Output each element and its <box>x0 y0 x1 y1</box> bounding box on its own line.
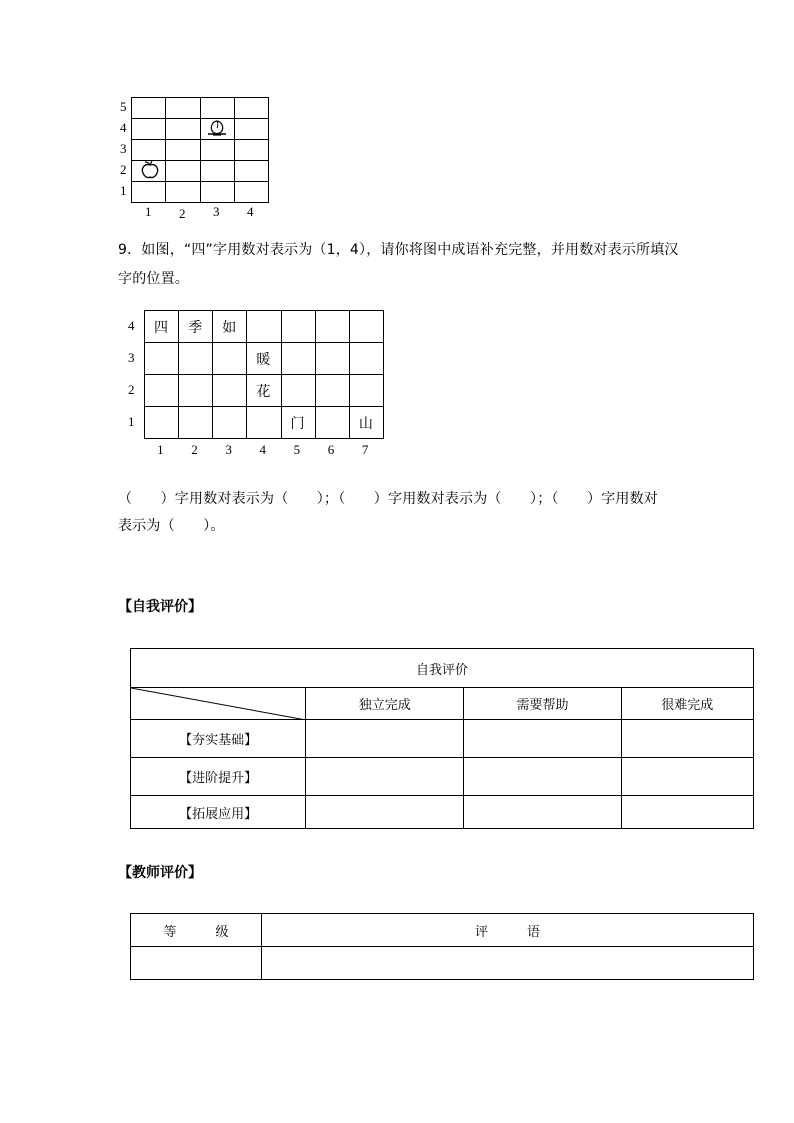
comment-cell[interactable] <box>262 947 754 980</box>
grid1-cell <box>165 160 200 182</box>
column-need-help: 需要帮助 <box>464 688 621 720</box>
grid1-cell <box>234 181 269 203</box>
grid2-character: 山 <box>358 416 373 432</box>
grid1-cell <box>234 160 269 182</box>
grid1-cell <box>200 160 235 182</box>
grid2-cell <box>349 374 384 407</box>
grid2-cell <box>212 342 247 375</box>
grid1-cell <box>131 139 166 161</box>
peach-icon <box>205 118 229 138</box>
teacher-eval-table <box>130 913 754 980</box>
cell-extension-need-help[interactable] <box>464 796 621 829</box>
grid2-character: 季 <box>188 320 203 336</box>
grid2-cell <box>212 374 247 407</box>
grid1-cell <box>200 181 235 203</box>
column-difficult: 很难完成 <box>621 688 753 720</box>
cell-advanced-difficult[interactable] <box>621 758 753 796</box>
grid1-cell <box>131 118 166 140</box>
column-independent: 独立完成 <box>306 688 464 720</box>
grid2-character: 暖 <box>256 352 271 368</box>
grid1-col-label: 2 <box>179 206 186 221</box>
diagonal-header-cell <box>131 688 306 720</box>
teacher-eval-heading: 【教师评价】 <box>118 865 202 881</box>
grid2-cell <box>246 406 281 439</box>
grid1-cell <box>200 139 235 161</box>
grid2-cell <box>178 374 213 407</box>
grid2-cell <box>212 406 247 439</box>
grid2-row-label: 1 <box>128 414 135 429</box>
grid2-cell <box>281 310 316 343</box>
grid2-col-label: 2 <box>191 442 198 457</box>
grid2-col-label: 3 <box>225 442 232 457</box>
self-eval-table <box>130 648 754 829</box>
comment-header: 评 语 <box>262 914 754 947</box>
self-eval-table-title: 自我评价 <box>131 649 754 688</box>
row-label-basic: 【夯实基础】 <box>131 720 306 758</box>
cell-advanced-need-help[interactable] <box>464 758 621 796</box>
cell-advanced-independent[interactable] <box>306 758 464 796</box>
grid2-cell <box>315 374 350 407</box>
grid2-cell <box>246 310 281 343</box>
grid1-col-label: 4 <box>247 204 254 219</box>
grid2-col-label: 7 <box>361 442 369 457</box>
grid1-cell <box>234 97 269 119</box>
grid1-cell <box>234 139 269 161</box>
grid2-col-label: 5 <box>293 442 301 457</box>
cell-extension-difficult[interactable] <box>621 796 753 829</box>
grid1-row-label: 2 <box>120 162 127 177</box>
grid1-col-label: 1 <box>145 204 152 219</box>
grid2-cell <box>178 342 213 375</box>
cell-basic-difficult[interactable] <box>621 720 753 758</box>
grid1-row-label: 4 <box>120 120 127 135</box>
answer-line-1: （ ）字用数对表示为（ ）；（ ）字用数对表示为（ ）；（ ）字用数对 <box>118 491 658 507</box>
grid2-cell <box>178 406 213 439</box>
grid1-row-label: 5 <box>120 99 127 114</box>
grid2-character: 如 <box>222 320 237 336</box>
grade-cell[interactable] <box>131 947 262 980</box>
question-9-line-2: 字的位置。 <box>118 271 189 287</box>
grid2-row-label: 3 <box>128 350 135 365</box>
grid1-row-label: 3 <box>120 141 127 156</box>
grid2-character: 门 <box>290 416 305 432</box>
row-label-extension: 【拓展应用】 <box>131 796 306 829</box>
grid2-cell <box>315 310 350 343</box>
row-label-advanced: 【进阶提升】 <box>131 758 306 796</box>
grid1-row-label: 1 <box>120 183 127 198</box>
grid1-cell <box>165 181 200 203</box>
grid2-col-label: 4 <box>259 442 266 457</box>
cell-basic-independent[interactable] <box>306 720 464 758</box>
grid2-cell <box>349 310 384 343</box>
grid1-cell <box>165 139 200 161</box>
grid2-character: 花 <box>256 384 271 400</box>
grid1-cell <box>131 97 166 119</box>
grid2-cell <box>315 406 350 439</box>
grade-header: 等 级 <box>131 914 262 947</box>
grid2-row-label: 4 <box>128 318 135 333</box>
apple-icon <box>139 160 161 180</box>
grid2-col-label: 6 <box>327 442 335 457</box>
grid2-cell <box>144 342 179 375</box>
self-eval-heading: 【自我评价】 <box>118 599 202 615</box>
grid1-cell <box>200 97 235 119</box>
grid1-cell <box>165 118 200 140</box>
grid2-row-label: 2 <box>128 382 135 397</box>
grid2-cell <box>281 374 316 407</box>
grid1-col-label: 3 <box>213 204 220 219</box>
grid2-col-label: 1 <box>157 442 164 457</box>
cell-basic-need-help[interactable] <box>464 720 621 758</box>
answer-line-2: 表示为（ ）。 <box>118 518 225 534</box>
coordinate-grid-1 <box>131 97 268 202</box>
grid2-cell <box>349 342 384 375</box>
grid2-cell <box>144 374 179 407</box>
grid1-cell <box>234 118 269 140</box>
grid2-cell <box>315 342 350 375</box>
grid1-cell <box>165 97 200 119</box>
grid2-cell <box>144 406 179 439</box>
grid1-cell <box>131 181 166 203</box>
grid2-cell <box>281 342 316 375</box>
question-9-line-1: 9．如图，“四”字用数对表示为（1，4），请你将图中成语补充完整，并用数对表示所填汉 <box>118 242 679 258</box>
cell-extension-independent[interactable] <box>306 796 464 829</box>
grid2-character: 四 <box>154 320 168 336</box>
